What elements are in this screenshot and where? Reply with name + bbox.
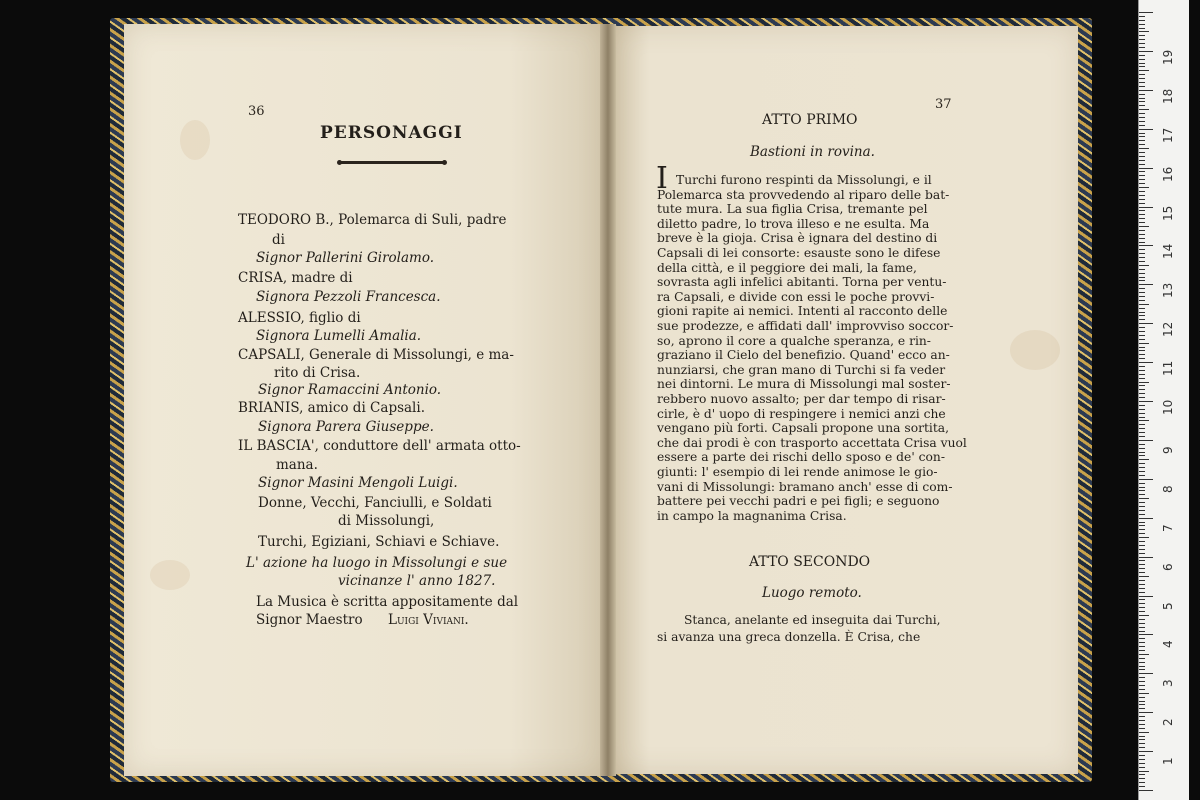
left-page-line: Signor Ramaccini Antonio. (258, 382, 442, 398)
ruler-number: 8 (1161, 485, 1175, 493)
left-page-line: mana. (276, 457, 318, 473)
left-page-line: Luigi Viviani. (388, 612, 469, 628)
ruler-tick (1139, 658, 1145, 659)
ruler-tick (1139, 226, 1149, 227)
ruler-tick (1139, 63, 1145, 64)
ruler-tick (1139, 191, 1145, 192)
ruler-tick (1139, 708, 1145, 709)
ruler-tick (1139, 704, 1145, 705)
ruler-tick (1139, 560, 1145, 561)
left-page-line: Turchi, Egiziani, Schiavi e Schiave. (258, 534, 500, 550)
ruler-tick (1139, 448, 1145, 449)
ruler-tick (1139, 483, 1145, 484)
ruler-tick (1139, 397, 1145, 398)
ruler-tick (1139, 693, 1149, 694)
paper-stain (150, 560, 190, 590)
measurement-ruler (1138, 0, 1189, 800)
ruler-tick (1139, 646, 1145, 647)
ruler-tick (1139, 51, 1153, 52)
ruler-tick (1139, 631, 1145, 632)
ruler-tick (1139, 199, 1145, 200)
ruler-tick (1139, 354, 1145, 355)
left-page-line: Donne, Vecchi, Fanciulli, e Soldati (258, 495, 492, 511)
page-number-right: 37 (935, 97, 952, 112)
ruler-tick (1139, 790, 1153, 791)
ruler-tick (1139, 518, 1153, 519)
ruler-tick (1139, 187, 1149, 188)
ruler-tick (1139, 774, 1145, 775)
ruler-tick (1139, 280, 1145, 281)
ruler-tick (1139, 420, 1149, 421)
left-page-line: di Missolungi, (338, 513, 435, 529)
ruler-tick (1139, 59, 1145, 60)
ruler-tick (1139, 440, 1153, 441)
act1-text-line: vani di Missolungi: bramano anch' esse di com- (657, 479, 953, 494)
ruler-tick (1139, 417, 1145, 418)
ruler-number: 16 (1161, 166, 1175, 182)
ruler-number: 9 (1161, 446, 1175, 454)
ruler-tick (1139, 121, 1145, 122)
ruler-tick (1139, 218, 1145, 219)
ruler-tick (1139, 413, 1145, 414)
ruler-tick (1139, 66, 1145, 67)
ruler-tick (1139, 144, 1145, 145)
ruler-tick (1139, 529, 1145, 530)
left-page-line: IL BASCIA', conduttore dell' armata otto- (238, 438, 521, 454)
ruler-number: 15 (1161, 205, 1175, 221)
ruler-tick (1139, 452, 1145, 453)
act1-text-line: cirle, è d' uopo di respingere i nemici anzi che (657, 406, 946, 421)
ruler-tick (1139, 584, 1145, 585)
left-page-line: CRISA, madre di (238, 270, 353, 286)
ruler-tick (1139, 245, 1153, 246)
ruler-tick (1139, 642, 1145, 643)
ruler-tick (1139, 759, 1145, 760)
ruler-tick (1139, 428, 1145, 429)
ruler-tick (1139, 343, 1149, 344)
act1-text-line: graziano il Cielo del benefizio. Quand' ecco an- (657, 348, 950, 363)
ruler-tick (1139, 12, 1153, 13)
ruler-tick (1139, 666, 1145, 667)
ruler-tick (1139, 183, 1145, 184)
act1-text-line: sue prodezze, e affidati dall' improvviso soccor- (657, 319, 954, 333)
ruler-tick (1139, 541, 1145, 542)
paper-stain (180, 120, 210, 160)
ruler-tick (1139, 214, 1145, 215)
ruler-tick (1139, 720, 1145, 721)
ruler-tick (1139, 277, 1145, 278)
ruler-tick (1139, 315, 1145, 316)
ruler-tick (1139, 308, 1145, 309)
left-page-line: Signor Pallerini Girolamo. (256, 250, 435, 266)
ruler-tick (1139, 171, 1145, 172)
book-gutter (600, 24, 616, 776)
ruler-tick (1139, 327, 1145, 328)
ruler-tick (1139, 615, 1149, 616)
left-page-line: Signora Lumelli Amalia. (256, 328, 422, 344)
act2-text-line: si avanza una greca donzella. È Crisa, che (657, 630, 921, 644)
ruler-tick (1139, 393, 1145, 394)
ruler-tick (1139, 90, 1153, 91)
ruler-tick (1139, 599, 1145, 600)
ruler-tick (1139, 463, 1145, 464)
act1-text-line: battere pei vecchi padri e pei figli; e seguono (657, 494, 940, 509)
ruler-tick (1139, 94, 1145, 95)
ruler-tick (1139, 370, 1145, 371)
act1-text-line: rebbero nuovo assalto; per dar tempo di risar- (657, 392, 946, 406)
ruler-tick (1139, 312, 1145, 313)
act2-scene: Luogo remoto. (762, 585, 862, 601)
act1-text-line: tute mura. La sua figlia Crisa, tremante pel (657, 202, 928, 217)
left-page-line: TEODORO B., Polemarca di Suli, padre (238, 212, 507, 228)
ruler-tick (1139, 117, 1145, 118)
ruler-tick (1139, 109, 1149, 110)
ruler-tick (1139, 751, 1153, 752)
ruler-tick (1139, 498, 1149, 499)
ruler-tick (1139, 168, 1153, 169)
ruler-tick (1139, 175, 1145, 176)
ruler-tick (1139, 210, 1145, 211)
ruler-tick (1139, 572, 1145, 573)
ruler-tick (1139, 374, 1145, 375)
ruler-tick (1139, 467, 1145, 468)
ruler-tick (1139, 148, 1149, 149)
ruler-number: 3 (1161, 679, 1175, 688)
ruler-tick (1139, 444, 1145, 445)
act1-text-line: gioni rapite ai nemici. Intenti al racconto delle (657, 304, 948, 319)
ruler-tick (1139, 487, 1145, 488)
ruler-tick (1139, 366, 1145, 367)
ruler-tick (1139, 323, 1153, 324)
ruler-tick (1139, 459, 1149, 460)
left-page-line: rito di Crisa. (274, 365, 361, 381)
ruler-tick (1139, 382, 1149, 383)
ruler-tick (1139, 638, 1145, 639)
ruler-tick (1139, 389, 1145, 390)
ruler-tick (1139, 152, 1145, 153)
ruler-tick (1139, 436, 1145, 437)
left-page-line: vicinanze l' anno 1827. (338, 573, 496, 589)
ruler-tick (1139, 743, 1145, 744)
left-page-line: L' azione ha luogo in Missolungi e sue (246, 555, 508, 571)
ruler-tick (1139, 592, 1145, 593)
ruler-tick (1139, 230, 1145, 231)
ruler-tick (1139, 747, 1145, 748)
act1-text-line: Polemarca sta provvedendo al riparo delle bat- (657, 187, 950, 202)
ruler-tick (1139, 195, 1145, 196)
ruler-tick (1139, 475, 1145, 476)
act1-text-line: in campo la magnanima Crisa. (657, 508, 847, 523)
ruler-tick (1139, 339, 1145, 340)
ruler-tick (1139, 55, 1145, 56)
ruler-number: 12 (1161, 321, 1175, 338)
left-page-line: Signor Masini Mengoli Luigi. (258, 475, 458, 491)
ornamental-rule (340, 161, 444, 164)
ruler-tick (1139, 424, 1145, 425)
left-page-line: CAPSALI, Generale di Missolungi, e ma- (238, 347, 514, 363)
page-number-left: 36 (248, 104, 265, 119)
ruler-tick (1139, 549, 1145, 550)
ruler-number: 10 (1161, 399, 1175, 415)
ruler-tick (1139, 471, 1145, 472)
ruler-tick (1139, 619, 1145, 620)
ruler-tick (1139, 623, 1145, 624)
ruler-tick (1139, 43, 1145, 44)
ruler-tick (1139, 257, 1145, 258)
act1-text-line: Turchi furono respinti da Missolungi, e il (676, 173, 932, 187)
ruler-tick (1139, 140, 1145, 141)
ruler-tick (1139, 716, 1145, 717)
ruler-tick (1139, 401, 1153, 402)
ruler-tick (1139, 564, 1145, 565)
ruler-tick (1139, 522, 1145, 523)
ruler-tick (1139, 673, 1153, 674)
ruler-tick (1139, 568, 1145, 569)
ruler-tick (1139, 304, 1149, 305)
ruler-tick (1139, 685, 1145, 686)
ruler-number: 19 (1161, 49, 1175, 65)
ruler-number: 2 (1161, 718, 1175, 727)
left-page-line: Signora Parera Giuseppe. (258, 419, 434, 435)
ruler-tick (1139, 234, 1145, 235)
ruler-tick (1139, 514, 1145, 515)
ruler-tick (1139, 728, 1145, 729)
ruler-tick (1139, 385, 1145, 386)
act1-text-line: Capsali di lei consorte: esauste sono le difese (657, 246, 941, 260)
ruler-tick (1139, 732, 1149, 733)
ruler-tick (1139, 506, 1145, 507)
ruler-tick (1139, 249, 1145, 250)
left-page-line: Signora Pezzoli Francesca. (256, 289, 441, 305)
ruler-tick (1139, 284, 1153, 285)
ruler-tick (1139, 28, 1145, 29)
ruler-tick (1139, 553, 1145, 554)
ruler-tick (1139, 736, 1145, 737)
ruler-tick (1139, 603, 1145, 604)
ruler-tick (1139, 782, 1145, 783)
act1-text-line: ra Capsali, e divide con essi le poche provvi- (657, 289, 935, 304)
ruler-tick (1139, 347, 1145, 348)
ruler-tick (1139, 331, 1145, 332)
ruler-tick (1139, 265, 1149, 266)
left-page-line: La Musica è scritta appositamente dal (256, 594, 519, 610)
ruler-tick (1139, 739, 1145, 740)
ruler-tick (1139, 269, 1145, 270)
ruler-tick (1139, 362, 1153, 363)
ruler-tick (1139, 288, 1145, 289)
ruler-tick (1139, 378, 1145, 379)
left-page-line: BRIANIS, amico di Capsali. (238, 400, 425, 416)
ruler-tick (1139, 724, 1145, 725)
ruler-tick (1139, 479, 1153, 480)
ruler-tick (1139, 654, 1149, 655)
ruler-number: 11 (1161, 360, 1175, 377)
ruler-tick (1139, 335, 1145, 336)
act1-text-line: so, aprono il core a qualche speranza, e rin- (657, 333, 931, 348)
ruler-tick (1139, 650, 1145, 651)
ruler-tick (1139, 763, 1145, 764)
ruler-number: 1 (1161, 757, 1175, 766)
ruler-number: 18 (1161, 88, 1175, 104)
ruler-tick (1139, 545, 1145, 546)
ruler-tick (1139, 409, 1145, 410)
ruler-tick (1139, 778, 1145, 779)
ruler-tick (1139, 432, 1145, 433)
drop-cap: I (656, 161, 668, 196)
ruler-tick (1139, 238, 1145, 239)
ruler-tick (1139, 771, 1149, 772)
act1-text-line: che dai prodi è con trasporto accettata Crisa vuol (657, 435, 967, 450)
ruler-tick (1139, 20, 1145, 21)
ruler-tick (1139, 596, 1153, 597)
ruler-tick (1139, 164, 1145, 165)
ruler-tick (1139, 203, 1145, 204)
ruler-tick (1139, 350, 1145, 351)
paper-stain (1010, 330, 1060, 370)
ruler-tick (1139, 537, 1149, 538)
act2-text-line: Stanca, anelante ed inseguita dai Turchi, (684, 613, 941, 627)
act1-text-line: vengano più forti. Capsali propone una sortita, (657, 421, 950, 436)
ruler-tick (1139, 681, 1145, 682)
ruler-tick (1139, 490, 1145, 491)
ruler-tick (1139, 580, 1145, 581)
ruler-tick (1139, 207, 1153, 208)
act1-text-line: giunti: l' esempio di lei rende animose le gio- (657, 465, 938, 479)
ruler-tick (1139, 588, 1145, 589)
ruler-tick (1139, 557, 1153, 558)
ruler-tick (1139, 273, 1145, 274)
ruler-tick (1139, 113, 1145, 114)
ruler-tick (1139, 24, 1145, 25)
act1-title: ATTO PRIMO (762, 112, 858, 128)
ruler-number: 5 (1161, 601, 1175, 610)
ruler-tick (1139, 525, 1145, 526)
ruler-tick (1139, 755, 1145, 756)
ruler-tick (1139, 405, 1145, 406)
ruler-number: 6 (1161, 562, 1175, 571)
act1-scene: Bastioni in rovina. (750, 144, 875, 160)
ruler-tick (1139, 627, 1145, 628)
ruler-tick (1139, 510, 1145, 511)
ruler-number: 4 (1161, 640, 1175, 649)
ruler-tick (1139, 129, 1153, 130)
left-page-line: ALESSIO, figlio di (238, 310, 361, 326)
left-page-line: Signor Maestro (256, 612, 363, 628)
act1-text-line: essere a parte dei rischi dello sposo e de' con- (657, 450, 945, 465)
ruler-tick (1139, 31, 1149, 32)
ruler-tick (1139, 101, 1145, 102)
personaggi-heading: PERSONAGGI (320, 123, 463, 143)
left-page-line: di (272, 232, 285, 248)
act2-title: ATTO SECONDO (749, 554, 871, 570)
ruler-tick (1139, 160, 1145, 161)
ruler-number: 13 (1161, 283, 1175, 299)
ruler-number: 7 (1161, 524, 1175, 532)
ruler-tick (1139, 78, 1145, 79)
ruler-tick (1139, 677, 1145, 678)
ruler-tick (1139, 82, 1145, 83)
ruler-tick (1139, 222, 1145, 223)
ruler-tick (1139, 502, 1145, 503)
ruler-number: 17 (1161, 127, 1175, 143)
act1-text-line: della città, e il peggiore dei mali, la fame, (657, 260, 917, 275)
ruler-tick (1139, 455, 1145, 456)
ruler-tick (1139, 533, 1145, 534)
ruler-tick (1139, 662, 1145, 663)
ruler-tick (1139, 35, 1145, 36)
ruler-tick (1139, 494, 1145, 495)
ruler-tick (1139, 669, 1145, 670)
ruler-tick (1139, 319, 1145, 320)
ruler-tick (1139, 125, 1145, 126)
ruler-number: 14 (1161, 244, 1175, 260)
ruler-tick (1139, 300, 1145, 301)
ruler-tick (1139, 358, 1145, 359)
ruler-tick (1139, 253, 1145, 254)
ruler-tick (1139, 689, 1145, 690)
ruler-tick (1139, 105, 1145, 106)
ruler-tick (1139, 70, 1149, 71)
ruler-tick (1139, 607, 1145, 608)
ruler-tick (1139, 701, 1145, 702)
ruler-tick (1139, 292, 1145, 293)
ruler-tick (1139, 16, 1145, 17)
act1-text-line: nunziarsi, che gran mano di Turchi si fa veder (657, 362, 946, 377)
ruler-tick (1139, 242, 1145, 243)
ruler-tick (1139, 697, 1145, 698)
ruler-tick (1139, 86, 1145, 87)
ruler-tick (1139, 133, 1145, 134)
ruler-tick (1139, 634, 1153, 635)
ruler-tick (1139, 47, 1145, 48)
ruler-tick (1139, 98, 1145, 99)
act1-text-line: breve è la gioja. Crisa è ignara del destino di (657, 231, 938, 246)
ruler-tick (1139, 576, 1149, 577)
ruler-tick (1139, 611, 1145, 612)
act1-text-line: diletto padre, lo trova illeso e ne esulta. Ma (657, 216, 930, 231)
ruler-tick (1139, 136, 1145, 137)
ruler-tick (1139, 74, 1145, 75)
ruler-tick (1139, 786, 1145, 787)
ruler-tick (1139, 261, 1145, 262)
ruler-tick (1139, 156, 1145, 157)
ruler-tick (1139, 712, 1153, 713)
ruler-tick (1139, 39, 1145, 40)
ruler-tick (1139, 179, 1145, 180)
act1-text-line: nei dintorni. Le mura di Missolungi mal soster- (657, 377, 951, 392)
ruler-tick (1139, 296, 1145, 297)
act1-text-line: sovrasta agli infelici abitanti. Torna per ventu- (657, 275, 947, 290)
ruler-tick (1139, 767, 1145, 768)
